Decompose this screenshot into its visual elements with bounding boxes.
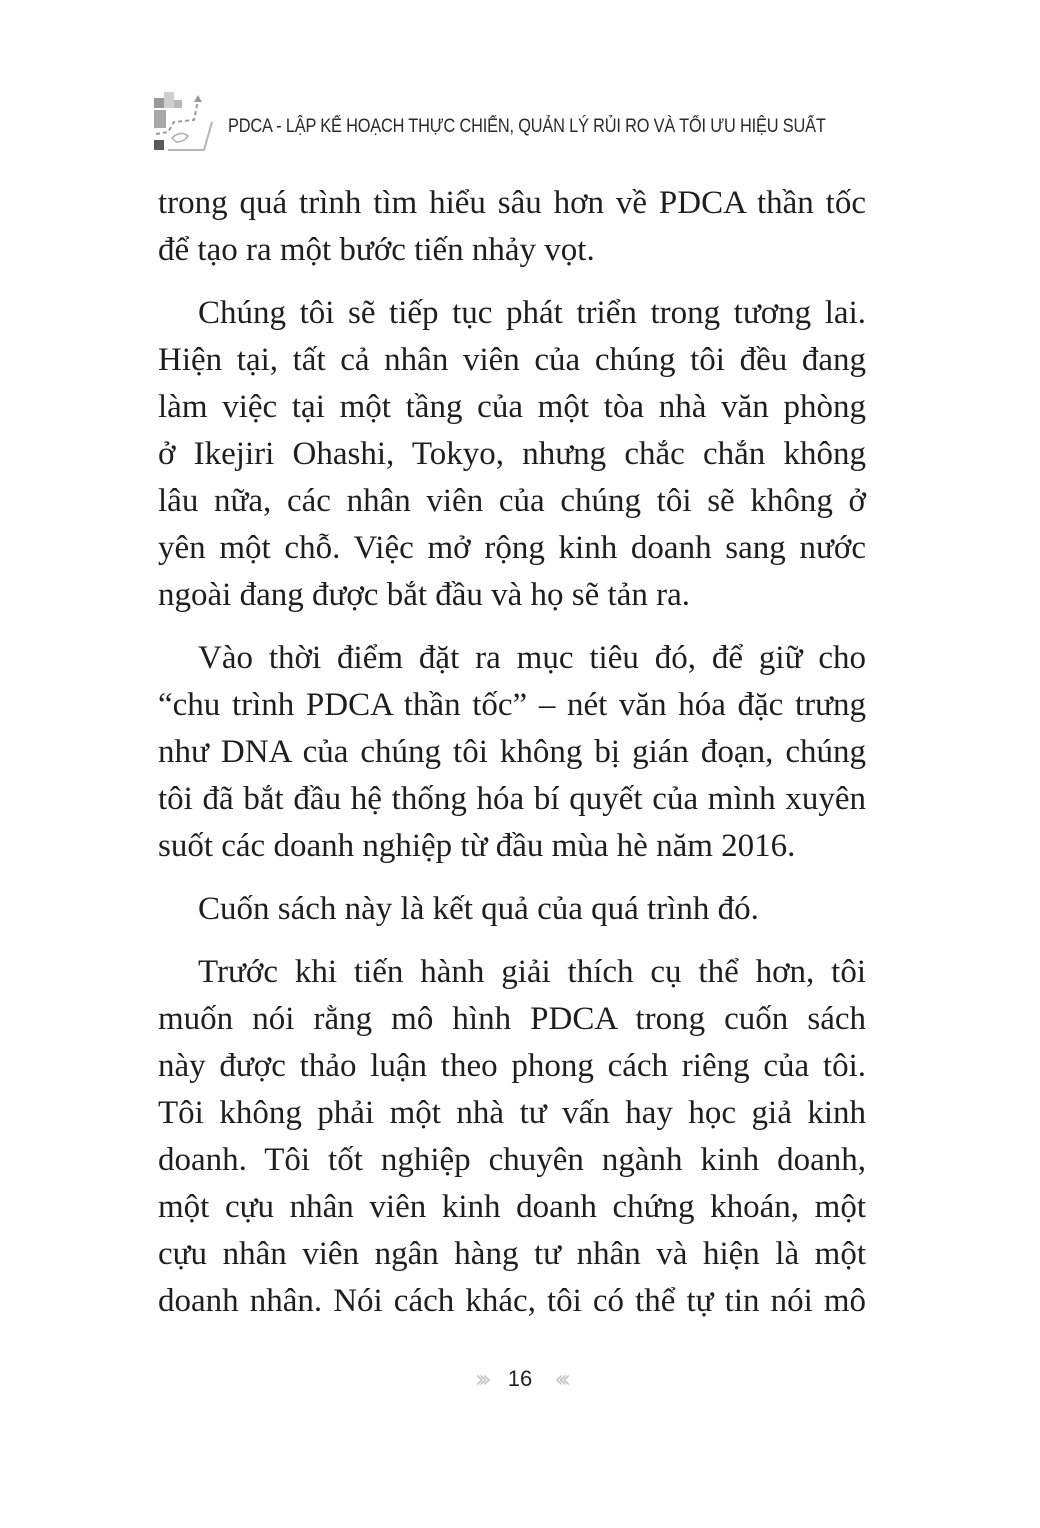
text-line: Tôi không phải một nhà tư vấn hay học giả kinh — [158, 1095, 866, 1131]
text-line: một cựu nhân viên kinh doanh chứng khoán, một — [158, 1189, 866, 1225]
body-text — [158, 180, 866, 1341]
text-line: cựu nhân viên ngân hàng tư nhân và hiện là một — [158, 1236, 866, 1272]
page-footer — [0, 1362, 1040, 1396]
text-line: doanh. Tôi tốt nghiệp chuyên ngành kinh doanh, — [158, 1142, 866, 1178]
paragraph — [158, 949, 866, 1325]
text-line: trong quá trình tìm hiểu sâu hơn về PDCA thần tốc — [158, 185, 866, 221]
text-line: này được thảo luận theo phong cách riêng của tôi. — [158, 1048, 866, 1084]
running-title: PDCA - LẬP KẾ HOẠCH THỰC CHIẾN, QUẢN LÝ RỦI RO VÀ TỐI ƯU HIỆU SUẤT — [228, 116, 826, 137]
text-line: yên một chỗ. Việc mở rộng kinh doanh sang nước — [158, 530, 866, 566]
text-line: doanh nhân. Nói cách khác, tôi có thể tự tin nói mô — [158, 1283, 866, 1319]
text-line: như DNA của chúng tôi không bị gián đoạn, chúng — [158, 734, 866, 770]
text-line: tôi đã bắt đầu hệ thống hóa bí quyết của mình xuyên — [158, 781, 866, 817]
page-number: 16 — [507, 1366, 533, 1391]
paragraph — [158, 290, 866, 619]
text-line: để tạo ra một bước tiến nhảy vọt. — [158, 232, 595, 268]
running-header — [154, 90, 874, 152]
text-line: lâu nữa, các nhân viên của chúng tôi sẽ không ở — [158, 483, 866, 519]
pdca-logo-icon — [154, 90, 214, 152]
text-line: suốt các doanh nghiệp từ đầu mùa hè năm 2016. — [158, 828, 796, 864]
text-line: ở Ikejiri Ohashi, Tokyo, nhưng chắc chắn không — [158, 436, 866, 472]
text-line: “chu trình PDCA thần tốc” – nét văn hóa đặc trưng — [158, 687, 866, 723]
chevron-left-ornament-icon: ‹‹‹ — [554, 1365, 566, 1393]
text-line: muốn nói rằng mô hình PDCA trong cuốn sách — [158, 1001, 866, 1037]
text-line: Trước khi tiến hành giải thích cụ thể hơn, tôi — [198, 954, 866, 990]
text-line: Cuốn sách này là kết quả của quá trình đó. — [198, 891, 759, 927]
paragraph — [158, 635, 866, 870]
paragraph — [158, 886, 866, 933]
paragraph — [158, 180, 866, 274]
text-line: ngoài đang được bắt đầu và họ sẽ tản ra. — [158, 577, 690, 613]
text-line: Chúng tôi sẽ tiếp tục phát triển trong tương lai. — [198, 295, 866, 331]
chevron-right-ornament-icon: ››› — [474, 1365, 486, 1393]
text-line: Vào thời điểm đặt ra mục tiêu đó, để giữ cho — [198, 640, 866, 676]
text-line: làm việc tại một tầng của một tòa nhà văn phòng — [158, 389, 866, 425]
text-line: Hiện tại, tất cả nhân viên của chúng tôi đều đang — [158, 342, 866, 378]
